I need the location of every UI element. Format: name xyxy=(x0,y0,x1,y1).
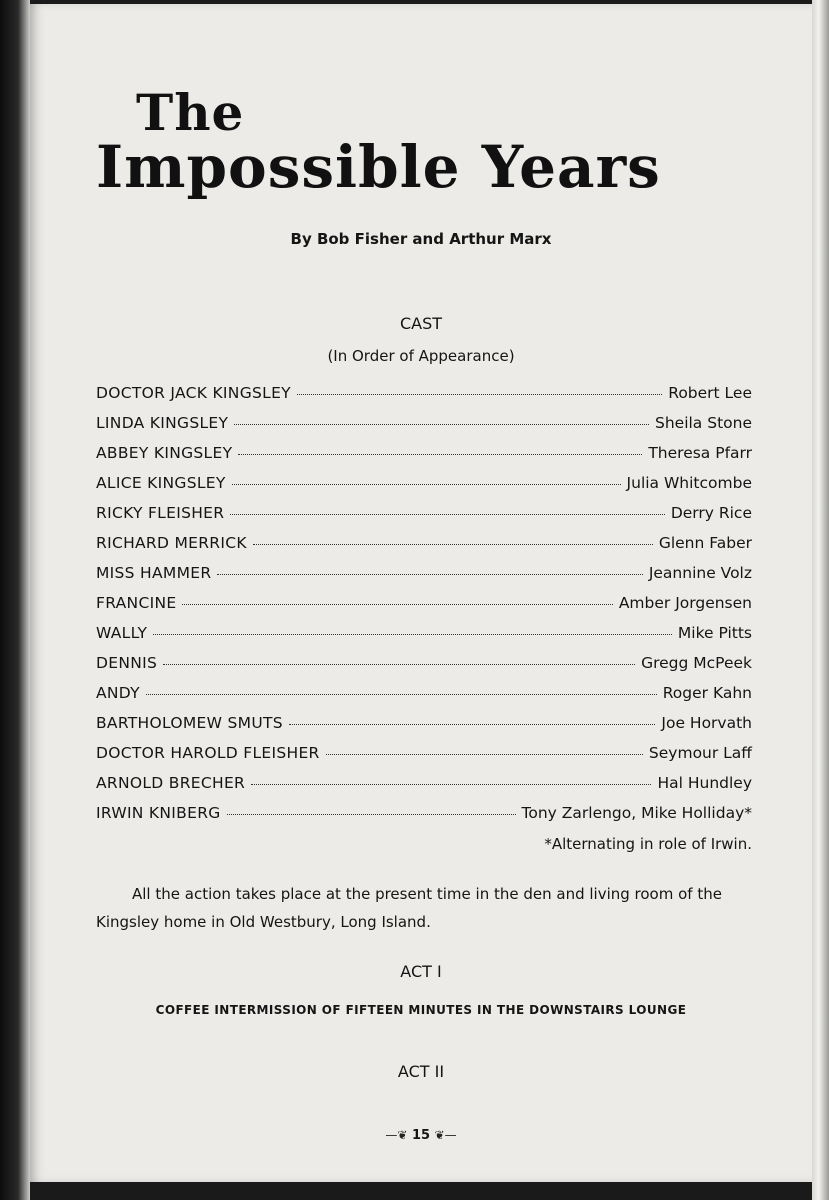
act-one-heading: ACT I xyxy=(400,962,442,981)
cast-list xyxy=(96,384,752,834)
cast-row xyxy=(96,414,752,444)
cast-role: FRANCINE xyxy=(96,594,177,612)
cast-role: ARNOLD BRECHER xyxy=(96,774,246,792)
cast-note: *Alternating in role of Irwin. xyxy=(544,835,752,853)
cast-actor: Theresa Pfarr xyxy=(648,444,752,462)
cast-heading: CAST xyxy=(399,314,443,333)
dot-leader xyxy=(251,784,651,785)
cast-row xyxy=(96,654,752,684)
cast-row xyxy=(96,744,752,774)
cast-role: ALICE KINGSLEY xyxy=(96,474,226,492)
byline: By Bob Fisher and Arthur Marx xyxy=(290,230,552,248)
cast-actor: Glenn Faber xyxy=(658,534,752,552)
left-ornament-icon: —❦ xyxy=(385,1128,408,1142)
dot-leader xyxy=(232,484,621,485)
cast-actor: Roger Kahn xyxy=(662,684,752,702)
title-line-1: The xyxy=(136,83,245,142)
cast-actor: Robert Lee xyxy=(668,384,752,402)
page-footer xyxy=(30,1128,812,1143)
cast-row xyxy=(96,624,752,654)
cast-row xyxy=(96,444,752,474)
dot-leader xyxy=(326,754,643,755)
cast-role: DOCTOR HAROLD FLEISHER xyxy=(96,744,320,762)
cast-row xyxy=(96,774,752,804)
cast-row xyxy=(96,504,752,534)
dot-leader xyxy=(234,424,649,425)
cast-actor: Tony Zarlengo, Mike Holliday* xyxy=(521,804,752,822)
cast-row xyxy=(96,804,752,834)
cast-role: DOCTOR JACK KINGSLEY xyxy=(96,384,291,402)
cast-row xyxy=(96,534,752,564)
cast-row xyxy=(96,594,752,624)
cast-row xyxy=(96,684,752,714)
cast-actor: Sheila Stone xyxy=(655,414,752,432)
cast-actor: Hal Hundley xyxy=(657,774,752,792)
title-line-2: Impossible Years xyxy=(96,133,661,201)
cast-role: LINDA KINGSLEY xyxy=(96,414,229,432)
cast-subheading: (In Order of Appearance) xyxy=(327,347,515,365)
cast-role: MISS HAMMER xyxy=(96,564,212,582)
intermission-notice: COFFEE INTERMISSION OF FIFTEEN MINUTES IN THE DOWNSTAIRS LOUNGE xyxy=(155,1003,687,1017)
cast-actor: Joe Horvath xyxy=(661,714,752,732)
cast-role: WALLY xyxy=(96,624,148,642)
act-two-heading: ACT II xyxy=(397,1062,445,1081)
cast-row xyxy=(96,474,752,504)
cast-role: ANDY xyxy=(96,684,140,702)
dot-leader xyxy=(253,544,653,545)
dot-leader xyxy=(153,634,672,635)
cast-role: RICHARD MERRICK xyxy=(96,534,247,552)
cast-actor: Gregg McPeek xyxy=(641,654,752,672)
play-title xyxy=(96,83,756,218)
cast-actor: Seymour Laff xyxy=(648,744,752,762)
cast-row xyxy=(96,564,752,594)
dot-leader xyxy=(217,574,642,575)
cast-actor: Mike Pitts xyxy=(677,624,752,642)
page-number: 15 xyxy=(411,1128,431,1143)
cast-actor: Jeannine Volz xyxy=(648,564,752,582)
cast-role: IRWIN KNIBERG xyxy=(96,804,221,822)
right-ornament-icon: ❦— xyxy=(434,1128,457,1142)
dot-leader xyxy=(238,454,642,455)
cast-role: RICKY FLEISHER xyxy=(96,504,225,522)
cast-role: DENNIS xyxy=(96,654,158,672)
dot-leader xyxy=(163,664,635,665)
cast-role: BARTHOLOMEW SMUTS xyxy=(96,714,283,732)
cast-actor: Julia Whitcombe xyxy=(626,474,752,492)
cast-actor: Amber Jorgensen xyxy=(618,594,752,612)
cast-role: ABBEY KINGSLEY xyxy=(96,444,233,462)
cast-row xyxy=(96,714,752,744)
book-spine-shadow xyxy=(0,0,30,1200)
dot-leader xyxy=(297,394,662,395)
dot-leader xyxy=(146,694,657,695)
program-page xyxy=(30,4,812,1182)
dot-leader xyxy=(182,604,612,605)
dot-leader xyxy=(289,724,656,725)
cast-row xyxy=(96,384,752,414)
setting-description: All the action takes place at the present time in the den and living room of the Kingsley home in Old Westbury, Long Island. xyxy=(96,885,722,931)
dot-leader xyxy=(227,814,516,815)
dot-leader xyxy=(230,514,664,515)
page-edge xyxy=(812,0,829,1200)
cast-actor: Derry Rice xyxy=(670,504,752,522)
